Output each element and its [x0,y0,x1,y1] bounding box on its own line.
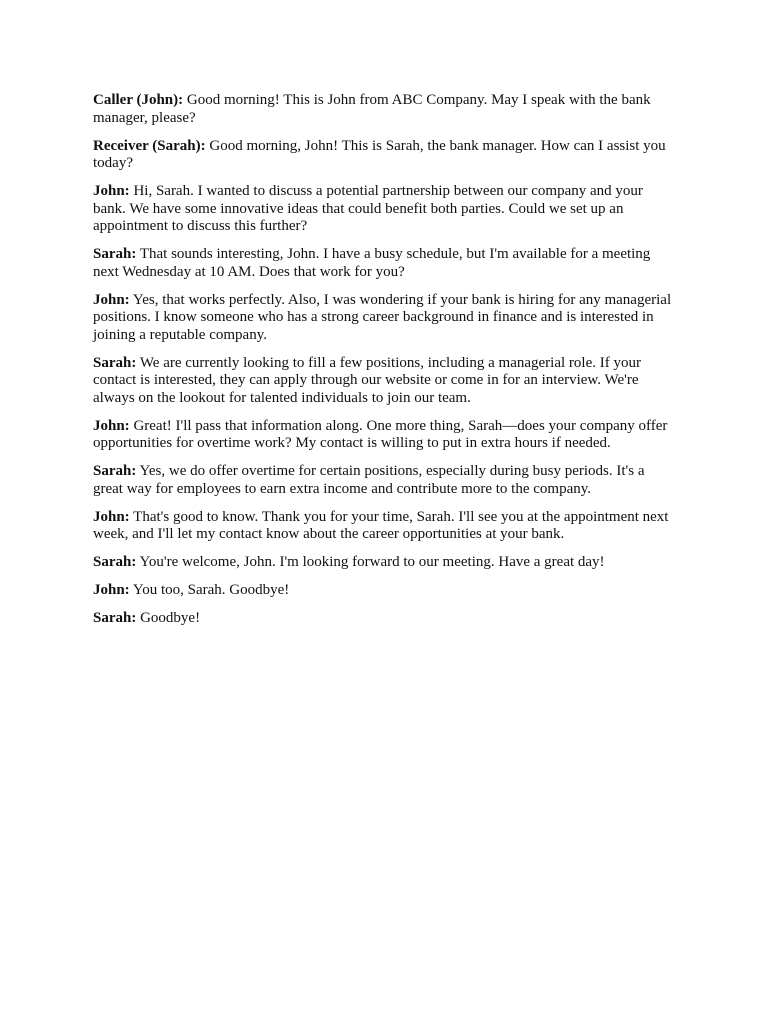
dialogue-text: Yes, that works perfectly. Also, I was wondering if your bank is hiring for any managerial positions. I know someone who has a strong career background in finance and is interested in joining a reputable company. [93,291,672,343]
speaker-label: John: [93,183,130,199]
speaker-label: Sarah: [93,246,137,262]
dialogue-line [93,463,678,498]
speaker-label: John: [93,417,130,434]
dialogue-line [93,183,678,236]
speaker-label: Sarah: [93,354,137,371]
document-page [93,92,678,638]
dialogue-line [93,292,678,345]
dialogue-text: Good morning, John! This is Sarah, the bank manager. How can I assist you today? [93,137,666,171]
dialogue-line [93,610,678,628]
dialogue-line [93,554,678,572]
dialogue-text: Yes, we do offer overtime for certain positions, especially during busy periods. It's a great way for employees to earn extra income and contribute more to the company. [93,463,645,497]
speaker-label: Sarah: [93,554,137,570]
speaker-label: John: [93,508,130,525]
dialogue-text: You're welcome, John. I'm looking forward to our meeting. Have a great day! [139,554,605,570]
dialogue-line [93,355,678,408]
dialogue-text: We are currently looking to fill a few positions, including a managerial role. If your contact is interested, they can apply through our website or come in for an interview. We're always on the lookout for talented individuals to join our team. [93,354,641,406]
dialogue-text: Goodbye! [140,610,201,626]
dialogue-line [93,509,678,544]
dialogue-text: Good morning! This is John from ABC Company. May I speak with the bank manager, please? [93,92,651,126]
speaker-label: Receiver (Sarah): [93,137,206,154]
speaker-label: Caller (John): [93,92,184,108]
dialogue-text: You too, Sarah. Goodbye! [132,582,290,598]
speaker-label: John: [93,582,130,598]
dialogue-line [93,418,678,453]
dialogue-text: Hi, Sarah. I wanted to discuss a potential partnership between our company and your bank. We have some innovative ideas that could benefit both parties. Could we set up an appointment to discuss this further? [93,183,643,234]
dialogue-text: Great! I'll pass that information along. One more thing, Sarah—does your company offer opportunities for overtime work? My contact is willing to put in extra hours if needed. [93,417,668,451]
speaker-label: John: [93,291,130,308]
dialogue-line [93,246,678,281]
speaker-label: Sarah: [93,463,137,479]
dialogue-line [93,582,678,600]
dialogue-text: That sounds interesting, John. I have a busy schedule, but I'm available for a meeting next Wednesday at 10 AM. Does that work for you? [93,246,651,280]
dialogue-line [93,92,678,127]
speaker-label: Sarah: [93,610,137,626]
dialogue-text: That's good to know. Thank you for your time, Sarah. I'll see you at the appointment next week, and I'll let my contact know about the career opportunities at your bank. [93,508,669,542]
dialogue-line [93,138,678,173]
